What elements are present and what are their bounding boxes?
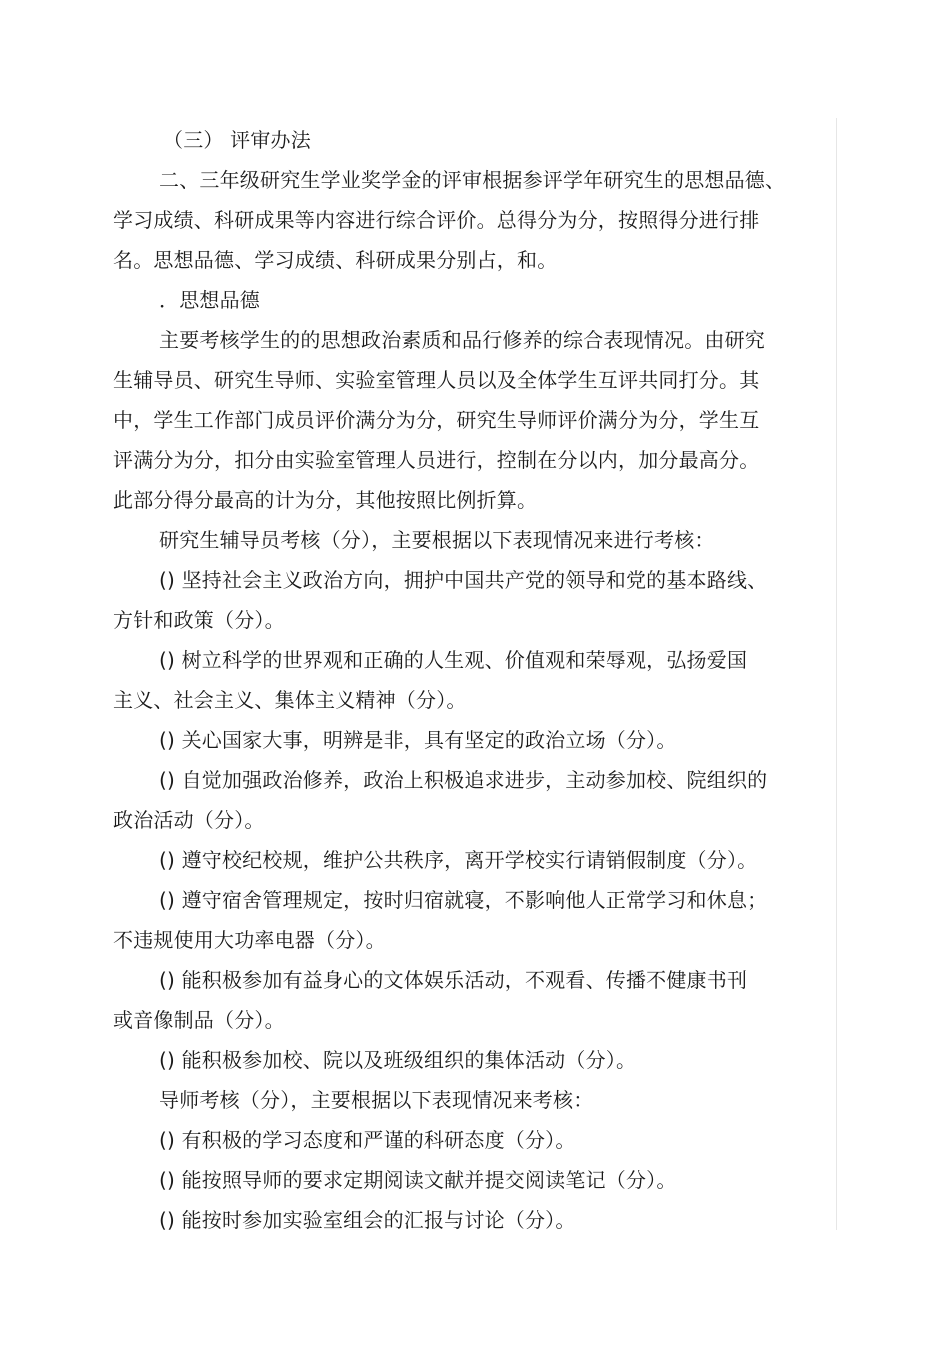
list-item-line: () 关心国家大事，明辨是非，具有坚定的政治立场（分）。 (159, 728, 677, 752)
paragraph-line: 此部分得分最高的计为分，其他按照比例折算。 (113, 488, 538, 512)
section-heading: （三） 评审办法 (163, 128, 311, 152)
list-item-line: 方针和政策（分）。 (113, 608, 285, 632)
page-margin-rule (836, 118, 837, 1230)
paragraph-line: 生辅导员、研究生导师、实验室管理人员以及全体学生互评共同打分。其 (113, 368, 760, 392)
paragraph-line: 学习成绩、科研成果等内容进行综合评价。总得分为分，按照得分进行排 (113, 208, 760, 232)
subsection-heading: ．思想品德 (159, 288, 260, 312)
list-item-line: () 遵守宿舍管理规定，按时归宿就寝，不影响他人正常学习和休息； (159, 888, 768, 912)
paragraph-line: 研究生辅导员考核（分），主要根据以下表现情况来进行考核： (159, 528, 715, 552)
paragraph-line: 评满分为分，扣分由实验室管理人员进行，控制在分以内，加分最高分。 (113, 448, 760, 472)
list-item-line: () 树立科学的世界观和正确的人生观、价值观和荣辱观，弘扬爱国 (159, 648, 748, 672)
list-item-line: 主义、社会主义、集体主义精神（分）。 (113, 688, 467, 712)
list-item-line: () 能按照导师的要求定期阅读文献并提交阅读笔记（分）。 (159, 1168, 677, 1192)
list-item-line: 不违规使用大功率电器（分）。 (113, 928, 386, 952)
list-item-line: 或音像制品（分）。 (113, 1008, 285, 1032)
list-item-line: () 能积极参加有益身心的文体娱乐活动，不观看、传播不健康书刊 (159, 968, 748, 992)
list-item-line: () 坚持社会主义政治方向，拥护中国共产党的领导和党的基本路线、 (159, 568, 768, 592)
list-item-line: () 能按时参加实验室组会的汇报与讨论（分）。 (159, 1208, 576, 1232)
paragraph-line: 中，学生工作部门成员评价满分为分，研究生导师评价满分为分，学生互 (113, 408, 760, 432)
paragraph-line: 导师考核（分），主要根据以下表现情况来考核： (159, 1088, 594, 1112)
paragraph-line: 名。思想品德、学习成绩、科研成果分别占，和。 (113, 248, 558, 272)
list-item-line: () 遵守校纪校规，维护公共秩序，离开学校实行请销假制度（分）。 (159, 848, 758, 872)
paragraph-line: 主要考核学生的的思想政治素质和品行修养的综合表现情况。由研究 (159, 328, 765, 352)
list-item-line: () 自觉加强政治修养，政治上积极追求进步，主动参加校、院组织的 (159, 768, 768, 792)
list-item-line: () 有积极的学习态度和严谨的科研态度（分）。 (159, 1128, 576, 1152)
paragraph-line: 二、三年级研究生学业奖学金的评审根据参评学年研究生的思想品德、 (159, 168, 786, 192)
list-item-line: 政治活动（分）。 (113, 808, 265, 832)
list-item-line: () 能积极参加校、院以及班级组织的集体活动（分）。 (159, 1048, 637, 1072)
